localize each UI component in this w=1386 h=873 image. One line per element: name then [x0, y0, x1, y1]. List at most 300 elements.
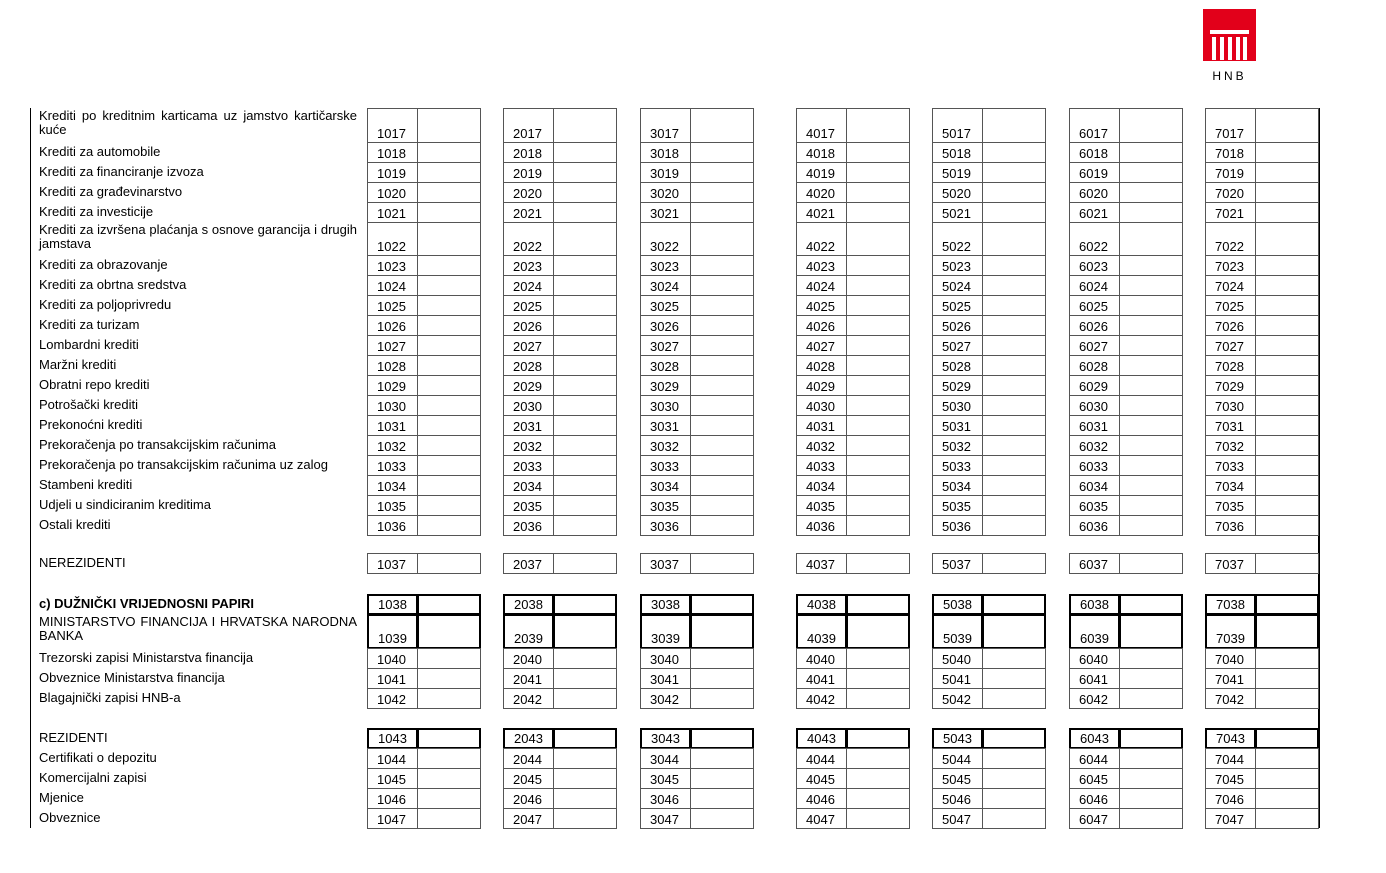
- code-cell: 4033: [796, 455, 847, 476]
- value-input[interactable]: [417, 395, 481, 416]
- code-cell: 4025: [796, 295, 847, 316]
- value-input[interactable]: [690, 688, 754, 709]
- value-input[interactable]: [417, 648, 481, 669]
- value-input[interactable]: [1119, 335, 1183, 356]
- value-input[interactable]: [982, 182, 1046, 203]
- code-cell: 6024: [1069, 275, 1120, 296]
- value-input[interactable]: [417, 255, 481, 276]
- code-cell: 2038: [503, 594, 554, 615]
- code-cell: 1023: [367, 255, 418, 276]
- value-input[interactable]: [1255, 415, 1319, 436]
- value-input[interactable]: [1255, 515, 1319, 536]
- value-input[interactable]: [690, 553, 754, 574]
- value-input[interactable]: [1255, 255, 1319, 276]
- value-input[interactable]: [1255, 788, 1319, 809]
- value-input[interactable]: [1255, 688, 1319, 709]
- value-input[interactable]: [690, 768, 754, 789]
- value-input[interactable]: [846, 275, 910, 296]
- code-cell: 3044: [640, 748, 691, 769]
- value-input[interactable]: [1255, 748, 1319, 769]
- row-label: Krediti po kreditnim karticama uz jamstvo kartičarske kuće: [39, 108, 357, 137]
- value-input[interactable]: [417, 162, 481, 183]
- code-cell: 1026: [367, 315, 418, 336]
- code-cell: 4020: [796, 182, 847, 203]
- value-input[interactable]: [417, 594, 481, 615]
- value-input[interactable]: [553, 142, 617, 163]
- code-cell: 2039: [503, 614, 554, 649]
- value-input[interactable]: [846, 202, 910, 223]
- value-input[interactable]: [1255, 295, 1319, 316]
- value-input[interactable]: [1119, 255, 1183, 276]
- code-cell: 2020: [503, 182, 554, 203]
- value-input[interactable]: [846, 688, 910, 709]
- value-input[interactable]: [982, 255, 1046, 276]
- value-input[interactable]: [846, 108, 910, 143]
- value-input[interactable]: [553, 808, 617, 829]
- code-cell: 7020: [1205, 182, 1256, 203]
- code-cell: 2019: [503, 162, 554, 183]
- value-input[interactable]: [417, 728, 481, 749]
- value-input[interactable]: [417, 614, 481, 649]
- value-input[interactable]: [1255, 808, 1319, 829]
- value-input[interactable]: [690, 202, 754, 223]
- value-input[interactable]: [846, 495, 910, 516]
- code-cell: 7029: [1205, 375, 1256, 396]
- value-input[interactable]: [1119, 315, 1183, 336]
- code-cell: 6018: [1069, 142, 1120, 163]
- value-input[interactable]: [553, 648, 617, 669]
- value-input[interactable]: [1119, 142, 1183, 163]
- row-label: Potrošački krediti: [39, 397, 138, 412]
- value-input[interactable]: [1255, 614, 1319, 649]
- value-input[interactable]: [846, 395, 910, 416]
- value-input[interactable]: [553, 594, 617, 615]
- value-input[interactable]: [846, 222, 910, 256]
- value-input[interactable]: [846, 162, 910, 183]
- value-input[interactable]: [417, 202, 481, 223]
- value-input[interactable]: [1255, 335, 1319, 356]
- value-input[interactable]: [417, 415, 481, 436]
- code-cell: 5028: [932, 355, 983, 376]
- value-input[interactable]: [553, 222, 617, 256]
- value-input[interactable]: [417, 435, 481, 456]
- value-input[interactable]: [417, 315, 481, 336]
- value-input[interactable]: [982, 553, 1046, 574]
- code-cell: 3040: [640, 648, 691, 669]
- value-input[interactable]: [553, 275, 617, 296]
- code-cell: 4042: [796, 688, 847, 709]
- value-input[interactable]: [1119, 515, 1183, 536]
- value-input[interactable]: [553, 255, 617, 276]
- value-input[interactable]: [417, 355, 481, 376]
- value-input[interactable]: [846, 375, 910, 396]
- value-input[interactable]: [1119, 202, 1183, 223]
- value-input[interactable]: [690, 182, 754, 203]
- value-input[interactable]: [1255, 222, 1319, 256]
- value-input[interactable]: [553, 415, 617, 436]
- value-input[interactable]: [1255, 475, 1319, 496]
- value-input[interactable]: [553, 295, 617, 316]
- code-cell: 3026: [640, 315, 691, 336]
- value-input[interactable]: [1255, 355, 1319, 376]
- value-input[interactable]: [417, 182, 481, 203]
- value-input[interactable]: [417, 768, 481, 789]
- value-input[interactable]: [690, 142, 754, 163]
- value-input[interactable]: [846, 788, 910, 809]
- value-input[interactable]: [982, 768, 1046, 789]
- value-input[interactable]: [417, 295, 481, 316]
- value-input[interactable]: [1255, 455, 1319, 476]
- value-input[interactable]: [982, 495, 1046, 516]
- value-input[interactable]: [1119, 295, 1183, 316]
- value-input[interactable]: [417, 748, 481, 769]
- value-input[interactable]: [1119, 275, 1183, 296]
- value-input[interactable]: [1119, 748, 1183, 769]
- code-cell: 7017: [1205, 108, 1256, 143]
- code-cell: 6019: [1069, 162, 1120, 183]
- code-cell: 4038: [796, 594, 847, 615]
- code-cell: 5037: [932, 553, 983, 574]
- value-input[interactable]: [417, 335, 481, 356]
- code-cell: 3033: [640, 455, 691, 476]
- value-input[interactable]: [982, 728, 1046, 749]
- value-input[interactable]: [417, 375, 481, 396]
- code-cell: 6029: [1069, 375, 1120, 396]
- value-input[interactable]: [690, 315, 754, 336]
- row-label: Krediti za građevinarstvo: [39, 184, 183, 199]
- value-input[interactable]: [553, 748, 617, 769]
- value-input[interactable]: [1255, 594, 1319, 615]
- code-cell: 4045: [796, 768, 847, 789]
- value-input[interactable]: [690, 808, 754, 829]
- row-label: Obratni repo krediti: [39, 377, 150, 392]
- code-cell: 7033: [1205, 455, 1256, 476]
- value-input[interactable]: [1119, 222, 1183, 256]
- value-input[interactable]: [1119, 182, 1183, 203]
- value-input[interactable]: [690, 748, 754, 769]
- value-input[interactable]: [846, 335, 910, 356]
- value-input[interactable]: [690, 395, 754, 416]
- value-input[interactable]: [846, 515, 910, 536]
- code-cell: 3025: [640, 295, 691, 316]
- value-input[interactable]: [1255, 495, 1319, 516]
- code-cell: 1025: [367, 295, 418, 316]
- value-input[interactable]: [417, 515, 481, 536]
- value-input[interactable]: [690, 222, 754, 256]
- value-input[interactable]: [553, 495, 617, 516]
- value-input[interactable]: [846, 435, 910, 456]
- code-cell: 2043: [503, 728, 554, 749]
- code-cell: 1039: [367, 614, 418, 649]
- code-cell: 5036: [932, 515, 983, 536]
- value-input[interactable]: [553, 202, 617, 223]
- code-cell: 3036: [640, 515, 691, 536]
- value-input[interactable]: [1255, 142, 1319, 163]
- value-input[interactable]: [846, 594, 910, 615]
- value-input[interactable]: [846, 768, 910, 789]
- value-input[interactable]: [690, 475, 754, 496]
- value-input[interactable]: [982, 808, 1046, 829]
- code-cell: 3042: [640, 688, 691, 709]
- value-input[interactable]: [846, 748, 910, 769]
- value-input[interactable]: [982, 435, 1046, 456]
- value-input[interactable]: [1119, 495, 1183, 516]
- value-input[interactable]: [553, 728, 617, 749]
- code-cell: 4040: [796, 648, 847, 669]
- value-input[interactable]: [1255, 275, 1319, 296]
- value-input[interactable]: [846, 455, 910, 476]
- value-input[interactable]: [553, 553, 617, 574]
- value-input[interactable]: [553, 435, 617, 456]
- code-cell: 7023: [1205, 255, 1256, 276]
- value-input[interactable]: [553, 315, 617, 336]
- row-label: Krediti za obrtna sredstva: [39, 277, 187, 292]
- value-input[interactable]: [1255, 553, 1319, 574]
- code-cell: 6021: [1069, 202, 1120, 223]
- value-input[interactable]: [417, 275, 481, 296]
- value-input[interactable]: [982, 355, 1046, 376]
- code-cell: 1020: [367, 182, 418, 203]
- code-cell: 7036: [1205, 515, 1256, 536]
- value-input[interactable]: [553, 375, 617, 396]
- code-cell: 1017: [367, 108, 418, 143]
- code-cell: 1037: [367, 553, 418, 574]
- value-input[interactable]: [846, 728, 910, 749]
- value-input[interactable]: [1119, 395, 1183, 416]
- value-input[interactable]: [553, 515, 617, 536]
- value-input[interactable]: [982, 594, 1046, 615]
- value-input[interactable]: [417, 553, 481, 574]
- code-cell: 2045: [503, 768, 554, 789]
- value-input[interactable]: [690, 162, 754, 183]
- value-input[interactable]: [1119, 355, 1183, 376]
- value-input[interactable]: [1255, 182, 1319, 203]
- code-cell: 5021: [932, 202, 983, 223]
- value-input[interactable]: [982, 788, 1046, 809]
- value-input[interactable]: [982, 748, 1046, 769]
- code-cell: 3032: [640, 435, 691, 456]
- value-input[interactable]: [1255, 202, 1319, 223]
- value-input[interactable]: [982, 275, 1046, 296]
- value-input[interactable]: [690, 335, 754, 356]
- value-input[interactable]: [553, 475, 617, 496]
- row-label: Prekonoćni krediti: [39, 417, 143, 432]
- value-input[interactable]: [1255, 315, 1319, 336]
- value-input[interactable]: [1255, 728, 1319, 749]
- value-input[interactable]: [1119, 108, 1183, 143]
- value-input[interactable]: [982, 668, 1046, 689]
- value-input[interactable]: [846, 808, 910, 829]
- value-input[interactable]: [690, 614, 754, 649]
- value-input[interactable]: [690, 788, 754, 809]
- value-input[interactable]: [690, 255, 754, 276]
- code-cell: 7046: [1205, 788, 1256, 809]
- code-cell: 7028: [1205, 355, 1256, 376]
- code-cell: 4031: [796, 415, 847, 436]
- value-input[interactable]: [417, 495, 481, 516]
- value-input[interactable]: [846, 553, 910, 574]
- value-input[interactable]: [846, 255, 910, 276]
- value-input[interactable]: [982, 335, 1046, 356]
- logo-text: HNB: [1212, 69, 1247, 83]
- value-input[interactable]: [982, 315, 1046, 336]
- value-input[interactable]: [553, 788, 617, 809]
- value-input[interactable]: [1119, 375, 1183, 396]
- value-input[interactable]: [1119, 808, 1183, 829]
- value-input[interactable]: [1119, 553, 1183, 574]
- value-input[interactable]: [846, 142, 910, 163]
- code-cell: 3020: [640, 182, 691, 203]
- value-input[interactable]: [690, 435, 754, 456]
- code-cell: 3038: [640, 594, 691, 615]
- value-input[interactable]: [553, 614, 617, 649]
- value-input[interactable]: [1255, 648, 1319, 669]
- code-cell: 7044: [1205, 748, 1256, 769]
- value-input[interactable]: [690, 455, 754, 476]
- code-cell: 1032: [367, 435, 418, 456]
- value-input[interactable]: [690, 108, 754, 143]
- value-input[interactable]: [1119, 728, 1183, 749]
- value-input[interactable]: [1255, 162, 1319, 183]
- code-cell: 4022: [796, 222, 847, 256]
- value-input[interactable]: [417, 475, 481, 496]
- value-input[interactable]: [982, 295, 1046, 316]
- code-cell: 5023: [932, 255, 983, 276]
- row-label: c) DUŽNIČKI VRIJEDNOSNI PAPIRI: [39, 596, 255, 611]
- value-input[interactable]: [846, 182, 910, 203]
- value-input[interactable]: [982, 648, 1046, 669]
- value-input[interactable]: [1119, 435, 1183, 456]
- value-input[interactable]: [982, 415, 1046, 436]
- code-cell: 3037: [640, 553, 691, 574]
- value-input[interactable]: [1119, 788, 1183, 809]
- value-input[interactable]: [417, 142, 481, 163]
- value-input[interactable]: [1119, 648, 1183, 669]
- code-cell: 5043: [932, 728, 983, 749]
- value-input[interactable]: [553, 688, 617, 709]
- value-input[interactable]: [553, 668, 617, 689]
- code-cell: 5024: [932, 275, 983, 296]
- value-input[interactable]: [982, 515, 1046, 536]
- code-cell: 6023: [1069, 255, 1120, 276]
- value-input[interactable]: [846, 295, 910, 316]
- value-input[interactable]: [1255, 768, 1319, 789]
- value-input[interactable]: [690, 275, 754, 296]
- value-input[interactable]: [553, 335, 617, 356]
- row-label: Prekoračenja po transakcijskim računima uz zalog: [39, 457, 329, 472]
- value-input[interactable]: [982, 475, 1046, 496]
- value-input[interactable]: [846, 648, 910, 669]
- value-input[interactable]: [1119, 594, 1183, 615]
- value-input[interactable]: [1255, 395, 1319, 416]
- value-input[interactable]: [553, 108, 617, 143]
- value-input[interactable]: [982, 614, 1046, 649]
- code-cell: 1038: [367, 594, 418, 615]
- value-input[interactable]: [1119, 668, 1183, 689]
- code-cell: 7024: [1205, 275, 1256, 296]
- code-cell: 4029: [796, 375, 847, 396]
- value-input[interactable]: [1119, 455, 1183, 476]
- value-input[interactable]: [846, 668, 910, 689]
- value-input[interactable]: [1255, 108, 1319, 143]
- value-input[interactable]: [553, 182, 617, 203]
- row-label: Trezorski zapisi Ministarstva financija: [39, 650, 254, 665]
- value-input[interactable]: [982, 108, 1046, 143]
- value-input[interactable]: [690, 495, 754, 516]
- value-input[interactable]: [690, 375, 754, 396]
- value-input[interactable]: [417, 688, 481, 709]
- value-input[interactable]: [553, 355, 617, 376]
- value-input[interactable]: [690, 668, 754, 689]
- code-cell: 1028: [367, 355, 418, 376]
- value-input[interactable]: [1119, 768, 1183, 789]
- value-input[interactable]: [1119, 475, 1183, 496]
- value-input[interactable]: [690, 515, 754, 536]
- value-input[interactable]: [846, 614, 910, 649]
- code-cell: 5032: [932, 435, 983, 456]
- value-input[interactable]: [982, 395, 1046, 416]
- value-input[interactable]: [417, 108, 481, 143]
- value-input[interactable]: [982, 162, 1046, 183]
- value-input[interactable]: [846, 475, 910, 496]
- value-input[interactable]: [1255, 668, 1319, 689]
- value-input[interactable]: [982, 222, 1046, 256]
- value-input[interactable]: [690, 648, 754, 669]
- code-cell: 5031: [932, 415, 983, 436]
- value-input[interactable]: [690, 728, 754, 749]
- code-cell: 1030: [367, 395, 418, 416]
- value-input[interactable]: [1119, 162, 1183, 183]
- code-cell: 7040: [1205, 648, 1256, 669]
- code-cell: 6044: [1069, 748, 1120, 769]
- row-label: REZIDENTI: [39, 730, 108, 745]
- value-input[interactable]: [417, 808, 481, 829]
- code-cell: 7038: [1205, 594, 1256, 615]
- value-input[interactable]: [982, 375, 1046, 396]
- row-label: NEREZIDENTI: [39, 555, 126, 570]
- value-input[interactable]: [846, 315, 910, 336]
- code-cell: 1031: [367, 415, 418, 436]
- value-input[interactable]: [1255, 435, 1319, 456]
- value-input[interactable]: [1119, 415, 1183, 436]
- value-input[interactable]: [1255, 375, 1319, 396]
- value-input[interactable]: [553, 162, 617, 183]
- value-input[interactable]: [846, 355, 910, 376]
- value-input[interactable]: [690, 415, 754, 436]
- value-input[interactable]: [846, 415, 910, 436]
- value-input[interactable]: [690, 594, 754, 615]
- code-cell: 6040: [1069, 648, 1120, 669]
- value-input[interactable]: [1119, 614, 1183, 649]
- value-input[interactable]: [982, 688, 1046, 709]
- value-input[interactable]: [417, 668, 481, 689]
- value-input[interactable]: [417, 788, 481, 809]
- value-input[interactable]: [1119, 688, 1183, 709]
- value-input[interactable]: [553, 395, 617, 416]
- code-cell: 6022: [1069, 222, 1120, 256]
- value-input[interactable]: [982, 142, 1046, 163]
- value-input[interactable]: [690, 355, 754, 376]
- value-input[interactable]: [417, 455, 481, 476]
- value-input[interactable]: [553, 455, 617, 476]
- value-input[interactable]: [982, 455, 1046, 476]
- value-input[interactable]: [553, 768, 617, 789]
- value-input[interactable]: [982, 202, 1046, 223]
- code-cell: 7025: [1205, 295, 1256, 316]
- value-input[interactable]: [417, 222, 481, 256]
- code-cell: 1040: [367, 648, 418, 669]
- value-input[interactable]: [690, 295, 754, 316]
